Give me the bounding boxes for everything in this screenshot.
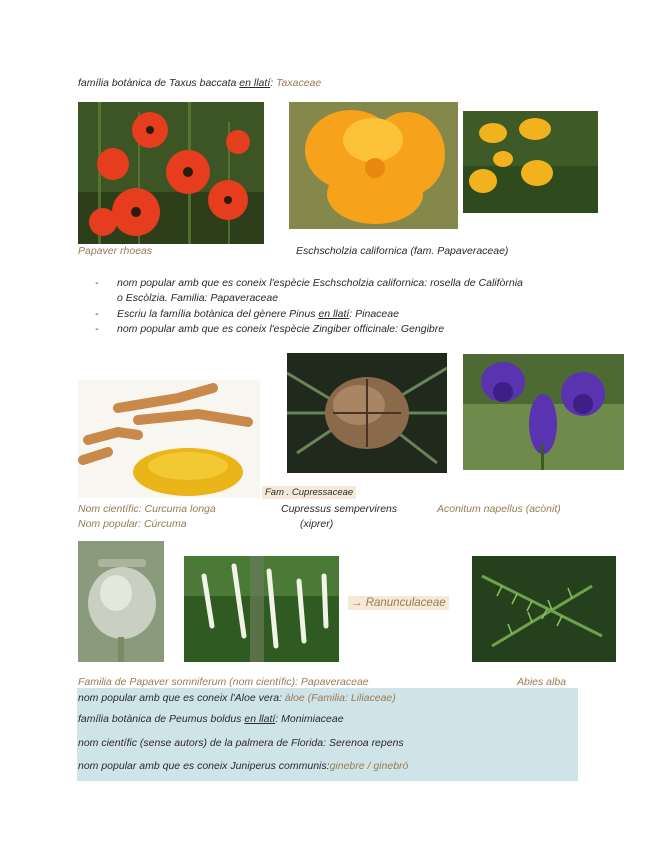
- papaver-somniferum-caption: Familia de Papaver somniferum (nom científic): Papaveraceae: [78, 676, 369, 688]
- taxus-answer: Taxaceae: [276, 77, 322, 89]
- red-poppies-photo: [78, 102, 264, 244]
- aconite-flower-photo: [463, 354, 624, 470]
- eschscholzia-caption: Eschscholzia californica (fam. Papaveraceae): [296, 245, 509, 257]
- turmeric-photo: [78, 380, 260, 498]
- serenoa-question: nom científic (sense autors) de la palmera de Florida: Serenoa repens: [78, 737, 404, 749]
- bullet-dash: -: [95, 308, 99, 320]
- curcuma-caption-2: Nom popular: Cúrcuma: [78, 518, 187, 530]
- abies-alba-caption: Abies alba: [517, 676, 567, 688]
- cupressus-caption-1: Cupressus sempervirens: [281, 503, 398, 515]
- bugbane-flowers-photo: [184, 556, 339, 662]
- orange-california-poppy-photo: [289, 102, 458, 229]
- poppy-capsule-photo: [78, 541, 164, 662]
- cupressus-caption-2: (xiprer): [300, 518, 334, 530]
- taxus-question: família botànica de Taxus baccata en llatí: Taxaceae: [78, 77, 322, 89]
- en-llati-link[interactable]: en llatí: [318, 308, 350, 320]
- en-llati-link[interactable]: en llatí: [239, 77, 271, 89]
- fir-branch-photo: [472, 556, 616, 662]
- bullet-dash: -: [95, 323, 99, 335]
- juniperus-question: nom popular amb que es coneix Juniperus communis:ginebre / ginebró: [78, 760, 409, 772]
- bullet-eschscholzia: nom popular amb que es coneix l'espècie Eschscholzia californica: rosella de Califòrnia: [117, 277, 523, 289]
- bullet-zingiber: nom popular amb que es coneix l'espècie Zingiber officinale: Gengibre: [117, 323, 445, 335]
- aloe-question: nom popular amb que es coneix l'Aloe vera: àloe (Familia: Liliaceae): [78, 692, 396, 704]
- california-poppies-field-photo: [463, 111, 598, 213]
- cupressaceae-tag: Fam . Cupressaceae: [262, 487, 356, 498]
- bullet-pinus: Escriu la família botànica del gènere Pinus en llatí: Pinaceae: [117, 308, 399, 320]
- en-llati-link[interactable]: en llatí: [244, 713, 276, 725]
- bullet-eschscholzia-cont: o Escòlzia. Familia: Papaveraceae: [117, 292, 279, 304]
- ranunculaceae-label: → Ranunculaceae: [348, 597, 449, 609]
- bullet-dash: -: [95, 277, 99, 289]
- cypress-cone-photo: [287, 353, 447, 473]
- papaver-rhoeas-caption: Papaver rhoeas: [78, 245, 153, 257]
- aconitum-caption: Aconitum napellus (acònit): [437, 503, 561, 515]
- peumus-question: família botànica de Peumus boldus en llatí: Monimiaceae: [78, 713, 344, 725]
- curcuma-caption-1: Nom científic: Curcuma longa: [78, 503, 216, 515]
